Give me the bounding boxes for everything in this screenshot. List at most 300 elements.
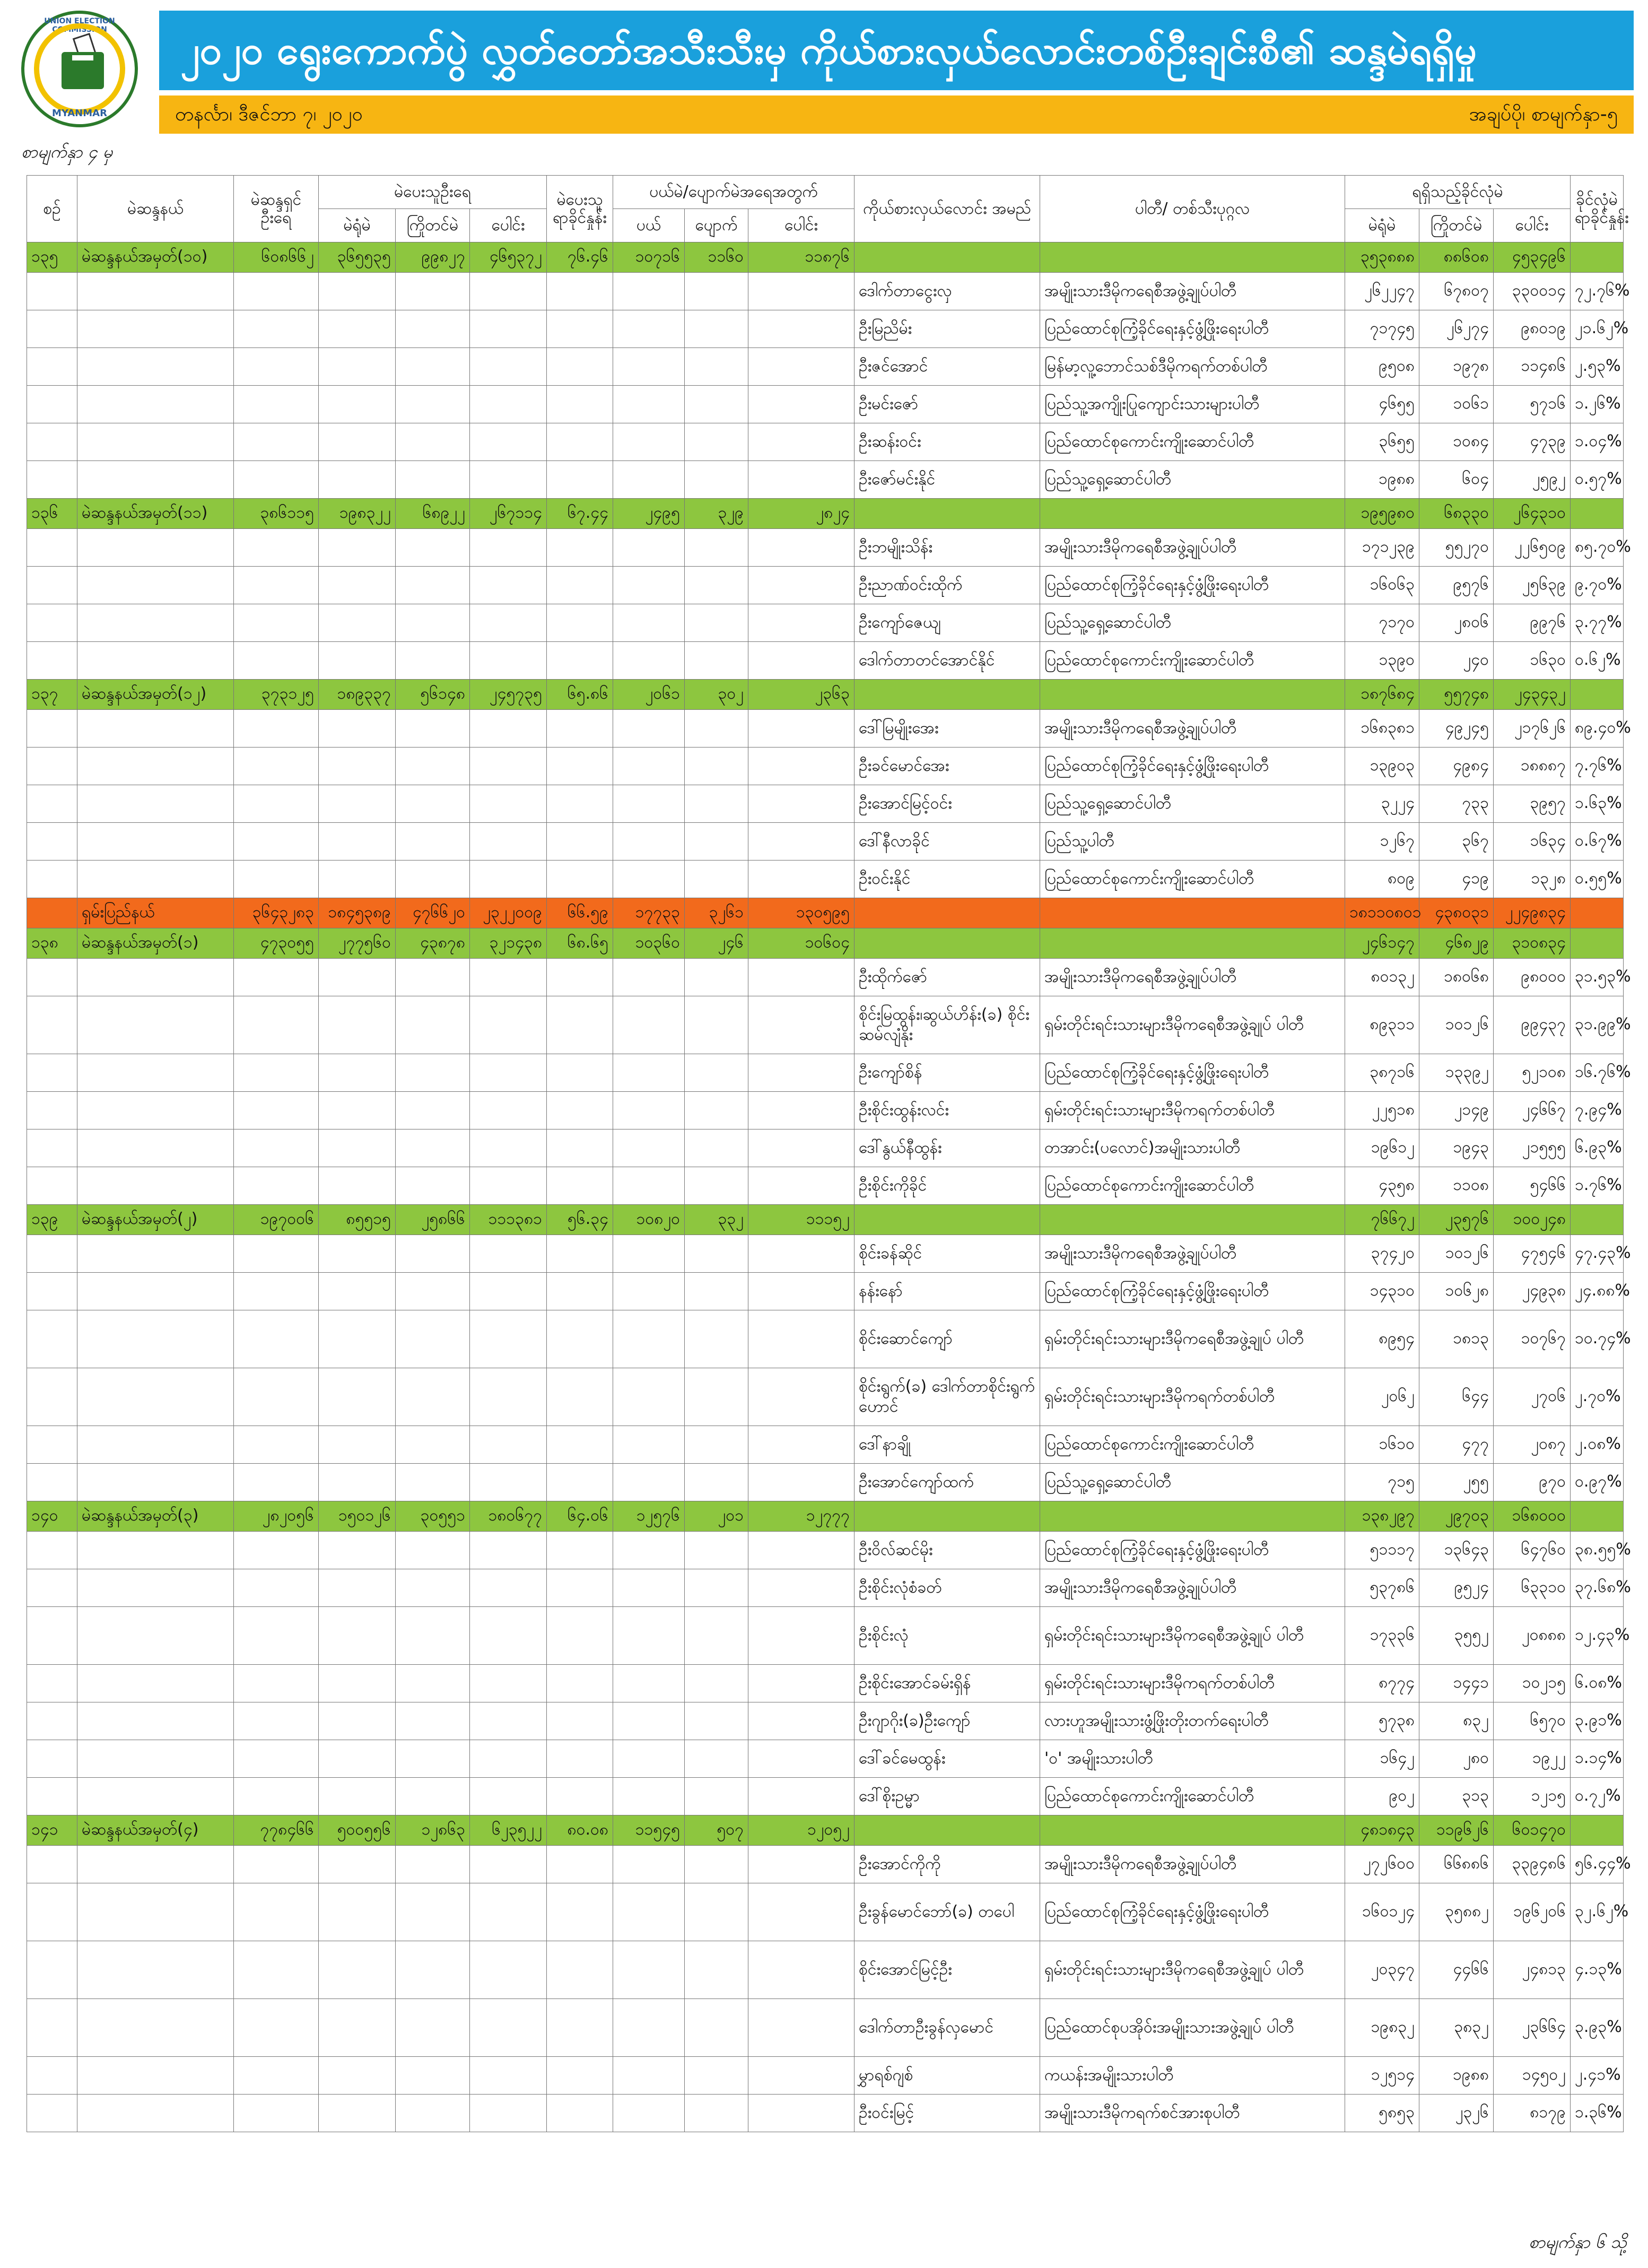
continued-from-label: စာမျက်နှာ ၄ မှ	[21, 142, 113, 162]
received-early: ၁၉၈၈	[1419, 2057, 1494, 2095]
party-name: ပြည်သူ့ပါတီ	[1040, 823, 1345, 861]
candidate-name: ဦးဝင်းနိုင်	[854, 861, 1040, 898]
col-missing: ပျောက်	[685, 209, 748, 242]
party-name: ပြည်ထောင်စုကြံ့ခိုင်ရေးနှင့်ဖွံ့ဖြိုးရေးပါတီ	[1040, 310, 1345, 348]
party-name: ရှမ်းတိုင်းရင်းသားများဒီမိုကရက်တစ်ပါတီ	[1040, 1665, 1345, 1702]
party-name: ပြည်ထောင်စုကောင်းကျိုးဆောင်ပါတီ	[1040, 642, 1345, 680]
total-votes: ၂၄၅၇၃၅	[470, 680, 547, 710]
candidate-row	[27, 423, 1624, 461]
empty-cell	[396, 1607, 470, 1665]
party-name: အမျိုးသားဒီမိုကရက်စင်အားစုပါတီ	[1040, 2095, 1345, 2132]
empty-cell	[396, 386, 470, 423]
empty-cell	[613, 604, 685, 642]
empty-cell	[1040, 680, 1345, 710]
candidate-row	[27, 1054, 1624, 1092]
empty-cell	[470, 959, 547, 996]
empty-cell	[234, 1273, 319, 1310]
empty-cell	[27, 1368, 77, 1426]
empty-cell	[396, 1092, 470, 1129]
valid-pct: ၂.၀၈%	[1571, 1426, 1624, 1464]
received-early: ၈၈၆၀၈	[1419, 242, 1494, 273]
empty-cell	[470, 2057, 547, 2095]
constituency-row	[27, 680, 1624, 710]
received-total: ၂၂၄၉၈၃၄	[1494, 898, 1571, 928]
candidate-name: ဦးဘမျိုးသိန်း	[854, 529, 1040, 567]
empty-cell	[27, 386, 77, 423]
received-total: ၃၃၉၄၈၆	[1494, 1846, 1571, 1883]
empty-cell	[319, 642, 396, 680]
received-advance: ၃၂၂၄	[1345, 785, 1419, 823]
empty-cell	[27, 1569, 77, 1607]
page-title: ၂၀၂၀ ရွေးကောက်ပွဲ လွှတ်တော်အသီးသီးမှ ကိုယ်စားလှယ်လောင်းတစ်ဦးချင်းစီ၏ ဆန္ဒမဲရရှိမှု	[159, 11, 1634, 90]
empty-cell	[613, 386, 685, 423]
received-total: ၂၄၈၁၃	[1494, 1941, 1571, 1999]
constituency-row	[27, 1205, 1624, 1235]
empty-cell	[748, 273, 854, 310]
empty-cell	[396, 823, 470, 861]
empty-cell	[77, 1569, 234, 1607]
received-total: ၂၂၆၅၀၉	[1494, 529, 1571, 567]
row-no: ၁၃၅	[27, 242, 77, 273]
empty-cell	[854, 680, 1040, 710]
empty-cell	[470, 567, 547, 604]
empty-cell	[396, 529, 470, 567]
empty-cell	[234, 567, 319, 604]
candidate-name: ဦးစိုင်းလုံ	[854, 1607, 1040, 1665]
empty-cell	[685, 1999, 748, 2057]
empty-cell	[547, 273, 613, 310]
candidate-row	[27, 710, 1624, 748]
candidate-row	[27, 959, 1624, 996]
candidate-row	[27, 1129, 1624, 1167]
empty-cell	[470, 1999, 547, 2057]
candidate-row	[27, 1702, 1624, 1740]
invalid-votes: ၁၁၅၄၅	[613, 1815, 685, 1846]
empty-cell	[470, 1883, 547, 1941]
empty-cell	[748, 1273, 854, 1310]
party-name: ပြည်ထောင်စုကောင်းကျိုးဆောင်ပါတီ	[1040, 1778, 1345, 1815]
empty-cell	[234, 1167, 319, 1205]
empty-cell	[27, 642, 77, 680]
received-early: ၁၀၁၂၆	[1419, 1235, 1494, 1273]
empty-cell	[234, 2057, 319, 2095]
valid-pct: ၃၂.၆၂%	[1571, 1883, 1624, 1941]
party-name: ပြည်ထောင်စုကြံ့ခိုင်ရေးနှင့်ဖွံ့ဖြိုးရေးပါတီ	[1040, 748, 1345, 785]
received-total: ၆၀၁၄၇၀	[1494, 1815, 1571, 1846]
party-name: ပြည်ထောင်စုကောင်းကျိုးဆောင်ပါတီ	[1040, 1167, 1345, 1205]
col-voted-group: မဲပေးသူဦးရေ	[319, 176, 547, 209]
col-valid-pct: ခိုင်လုံမဲ ရာခိုင်နှုန်း	[1571, 176, 1624, 242]
invalid-votes: ၁၀၇၁၆	[613, 242, 685, 273]
col-received-group: ရရှိသည့်ခိုင်လုံမဲ	[1345, 176, 1571, 209]
empty-cell	[547, 642, 613, 680]
empty-cell	[685, 861, 748, 898]
empty-cell	[613, 1092, 685, 1129]
empty-cell	[319, 823, 396, 861]
empty-cell	[748, 1569, 854, 1607]
empty-cell	[685, 748, 748, 785]
empty-cell	[547, 1883, 613, 1941]
empty-cell	[613, 529, 685, 567]
empty-cell	[748, 1846, 854, 1883]
empty-cell	[396, 642, 470, 680]
empty-cell	[613, 310, 685, 348]
candidate-row	[27, 785, 1624, 823]
empty-cell	[470, 1941, 547, 1999]
empty-cell	[470, 823, 547, 861]
total-votes: ၃၂၁၄၃၈	[470, 928, 547, 959]
empty-cell	[234, 1607, 319, 1665]
received-advance: ၁၇၃၃၆	[1345, 1607, 1419, 1665]
empty-cell	[547, 785, 613, 823]
empty-cell	[234, 310, 319, 348]
constituency-name: မဲဆန္ဒနယ်အမှတ်(၂)	[77, 1205, 234, 1235]
candidate-name: နန်းနော်	[854, 1273, 1040, 1310]
empty-cell	[685, 2095, 748, 2132]
received-total: ၉၉၇၆	[1494, 604, 1571, 642]
valid-pct: ၆.၉၃%	[1571, 1129, 1624, 1167]
empty-cell	[547, 748, 613, 785]
empty-cell	[319, 861, 396, 898]
empty-cell	[685, 461, 748, 499]
empty-cell	[77, 1426, 234, 1464]
empty-cell	[396, 567, 470, 604]
empty-cell	[547, 959, 613, 996]
voters-count: ၃၇၃၁၂၅	[234, 680, 319, 710]
received-early: ၁၀၈၄	[1419, 423, 1494, 461]
empty-cell	[748, 1941, 854, 1999]
party-name: အမျိုးသားဒီမိုကရေစီအဖွဲ့ချုပ်ပါတီ	[1040, 710, 1345, 748]
candidate-name: ဦးအောင်မြင့်ဝင်း	[854, 785, 1040, 823]
empty-cell	[396, 1464, 470, 1501]
received-advance: ၃၆၅၅	[1345, 423, 1419, 461]
party-name: ရှမ်းတိုင်းရင်းသားများဒီမိုကရေစီအဖွဲ့ချုပ် ပါတီ	[1040, 1941, 1345, 1999]
empty-cell	[234, 1846, 319, 1883]
voters-count: ၁၉၇၀၀၆	[234, 1205, 319, 1235]
empty-cell	[396, 710, 470, 748]
empty-cell	[547, 1665, 613, 1702]
empty-cell	[396, 959, 470, 996]
empty-cell	[470, 1778, 547, 1815]
candidate-row	[27, 1883, 1624, 1941]
empty-cell	[854, 898, 1040, 928]
received-advance: ၁၉၈၃၂	[1345, 1999, 1419, 2057]
empty-cell	[319, 310, 396, 348]
empty-cell	[319, 1426, 396, 1464]
empty-cell	[470, 1464, 547, 1501]
empty-cell	[748, 1778, 854, 1815]
empty-cell	[234, 1426, 319, 1464]
empty-cell	[613, 1464, 685, 1501]
candidate-name: ဒေါက်တာငွေးလှ	[854, 273, 1040, 310]
received-advance: ၈၀၁၃၂	[1345, 959, 1419, 996]
received-total: ၁၈၈၈၇	[1494, 748, 1571, 785]
advance-votes: ၁၅၀၁၂၆	[319, 1501, 396, 1532]
missing-votes: ၃၃၂	[685, 1205, 748, 1235]
received-advance: ၉၅၀၈	[1345, 348, 1419, 386]
empty-cell	[27, 1607, 77, 1665]
empty-cell	[319, 1999, 396, 2057]
empty-cell	[547, 861, 613, 898]
candidate-name: စိုင်းဆောင်ကျော်	[854, 1310, 1040, 1368]
constituency-row	[27, 499, 1624, 529]
received-advance: ၅၃၇၈၆	[1345, 1569, 1419, 1607]
candidate-name: ဦးဆန်းဝင်း	[854, 423, 1040, 461]
empty-cell	[748, 823, 854, 861]
empty-cell	[547, 1846, 613, 1883]
empty-cell	[613, 1569, 685, 1607]
empty-cell	[319, 273, 396, 310]
invalid-total: ၁၀၆၀၄	[748, 928, 854, 959]
empty-cell	[613, 1368, 685, 1426]
received-total: ၁၆၈၀၀၀	[1494, 1501, 1571, 1532]
empty-cell	[547, 1054, 613, 1092]
empty-cell	[613, 1846, 685, 1883]
empty-cell	[234, 861, 319, 898]
empty-cell	[547, 1167, 613, 1205]
empty-cell	[319, 423, 396, 461]
received-total: ၉၈၀၁၉	[1494, 310, 1571, 348]
candidate-name: စိုင်းရွက်(ခ) ဒေါက်တာစိုင်းရွက်ဟောင်	[854, 1368, 1040, 1426]
received-advance: ၇၁၇၄၅	[1345, 310, 1419, 348]
received-total: ၂၄၃၄၃၂	[1494, 680, 1571, 710]
candidate-row	[27, 1941, 1624, 1999]
empty-cell	[234, 1092, 319, 1129]
total-votes: ၁၈၀၆၇၇	[470, 1501, 547, 1532]
candidate-name: မွှာရစ်ဂျစ်	[854, 2057, 1040, 2095]
empty-cell	[27, 529, 77, 567]
empty-cell	[613, 1054, 685, 1092]
received-early: ၂၃၅၇၆	[1419, 1205, 1494, 1235]
empty-cell	[613, 861, 685, 898]
empty-cell	[396, 1426, 470, 1464]
region-total-row	[27, 898, 1624, 928]
total-votes: ၆၂၃၅၂၂	[470, 1815, 547, 1846]
empty-cell	[77, 529, 234, 567]
empty-cell	[27, 959, 77, 996]
empty-cell	[27, 748, 77, 785]
party-name: ပြည်သူ့ရှေ့ဆောင်ပါတီ	[1040, 461, 1345, 499]
empty-cell	[685, 2057, 748, 2095]
empty-cell	[396, 1941, 470, 1999]
valid-pct: ၅၆.၄၄%	[1571, 1846, 1624, 1883]
empty-cell	[27, 1665, 77, 1702]
empty-cell	[470, 529, 547, 567]
empty-cell	[234, 273, 319, 310]
valid-pct: ၁၆.၇၆%	[1571, 1054, 1624, 1092]
empty-cell	[547, 1310, 613, 1368]
empty-cell	[1571, 1501, 1624, 1532]
candidate-row	[27, 1569, 1624, 1607]
empty-cell	[77, 1999, 234, 2057]
empty-cell	[547, 1273, 613, 1310]
party-name: ကယန်းအမျိုးသားပါတီ	[1040, 2057, 1345, 2095]
candidate-row	[27, 1740, 1624, 1778]
empty-cell	[748, 710, 854, 748]
valid-pct: ၇.၉၄%	[1571, 1092, 1624, 1129]
empty-cell	[234, 1129, 319, 1167]
empty-cell	[234, 996, 319, 1054]
empty-cell	[27, 1740, 77, 1778]
empty-cell	[854, 242, 1040, 273]
candidate-row	[27, 642, 1624, 680]
empty-cell	[27, 423, 77, 461]
empty-cell	[396, 861, 470, 898]
empty-cell	[685, 423, 748, 461]
empty-cell	[470, 1569, 547, 1607]
empty-cell	[77, 959, 234, 996]
empty-cell	[613, 1740, 685, 1778]
valid-pct: ၁.၁၄%	[1571, 1740, 1624, 1778]
received-early: ၉၅၇၆	[1419, 567, 1494, 604]
received-early: ၁၉၇၈	[1419, 348, 1494, 386]
candidate-name: စိုင်းခန်ဆိုင်	[854, 1235, 1040, 1273]
early-votes: ၁၂၈၆၃	[396, 1815, 470, 1846]
invalid-total: ၁၃၀၅၉၅	[748, 898, 854, 928]
received-total: ၉၈၀၀၀	[1494, 959, 1571, 996]
valid-pct: ၆.၀၈%	[1571, 1665, 1624, 1702]
received-early: ၅၅၂၇၀	[1419, 529, 1494, 567]
empty-cell	[27, 996, 77, 1054]
candidate-name: ဦးဇော်မင်းနိုင်	[854, 461, 1040, 499]
candidate-name: ဦးဝိလ်ဆင်မိုး	[854, 1532, 1040, 1569]
empty-cell	[234, 1941, 319, 1999]
empty-cell	[613, 1129, 685, 1167]
candidate-name: ဦးစိုင်းကိုခိုင်	[854, 1167, 1040, 1205]
early-votes: ၉၉၈၂၇	[396, 242, 470, 273]
candidate-row	[27, 604, 1624, 642]
empty-cell	[77, 1310, 234, 1368]
candidate-name: ဦးစိုင်းလုံစံခတ်	[854, 1569, 1040, 1607]
empty-cell	[547, 604, 613, 642]
empty-cell	[470, 423, 547, 461]
empty-cell	[77, 1665, 234, 1702]
invalid-votes: ၁၇၇၃၃	[613, 898, 685, 928]
received-total: ၃၉၅၇	[1494, 785, 1571, 823]
empty-cell	[547, 348, 613, 386]
candidate-name: ဦးဇင်အောင်	[854, 348, 1040, 386]
empty-cell	[234, 959, 319, 996]
empty-cell	[748, 1092, 854, 1129]
empty-cell	[396, 423, 470, 461]
empty-cell	[319, 1740, 396, 1778]
date-bar	[159, 95, 1634, 134]
empty-cell	[613, 423, 685, 461]
empty-cell	[77, 710, 234, 748]
early-votes: ၃၀၅၅၁	[396, 1501, 470, 1532]
empty-cell	[319, 1665, 396, 1702]
empty-cell	[396, 310, 470, 348]
empty-cell	[319, 1235, 396, 1273]
empty-cell	[470, 996, 547, 1054]
empty-cell	[319, 529, 396, 567]
received-total: ၁၀၂၁၅	[1494, 1665, 1571, 1702]
empty-cell	[319, 348, 396, 386]
candidate-row	[27, 1092, 1624, 1129]
empty-cell	[319, 1464, 396, 1501]
col-no: စဉ်	[27, 176, 77, 242]
empty-cell	[77, 1607, 234, 1665]
received-early: ၅၅၇၄၈	[1419, 680, 1494, 710]
empty-cell	[77, 348, 234, 386]
received-early: ၁၀၆၁	[1419, 386, 1494, 423]
empty-cell	[396, 996, 470, 1054]
invalid-total: ၂၃၆၃	[748, 680, 854, 710]
empty-cell	[470, 1054, 547, 1092]
empty-cell	[470, 1273, 547, 1310]
empty-cell	[613, 461, 685, 499]
empty-cell	[77, 1368, 234, 1426]
advance-votes: ၁၈၉၃၃၇	[319, 680, 396, 710]
empty-cell	[77, 273, 234, 310]
empty-cell	[27, 1846, 77, 1883]
received-early: ၆၄၄	[1419, 1368, 1494, 1426]
received-total: ၂၆၄၃၁၀	[1494, 499, 1571, 529]
empty-cell	[685, 386, 748, 423]
empty-cell	[27, 823, 77, 861]
empty-cell	[470, 1665, 547, 1702]
empty-cell	[748, 785, 854, 823]
empty-cell	[748, 1883, 854, 1941]
empty-cell	[27, 1310, 77, 1368]
empty-cell	[396, 2057, 470, 2095]
empty-cell	[396, 1310, 470, 1368]
empty-cell	[685, 642, 748, 680]
col-received-total: ပေါင်း	[1494, 209, 1571, 242]
empty-cell	[319, 1778, 396, 1815]
empty-cell	[234, 1532, 319, 1569]
empty-cell	[685, 1665, 748, 1702]
empty-cell	[27, 785, 77, 823]
empty-cell	[234, 1310, 319, 1368]
empty-cell	[685, 823, 748, 861]
empty-cell	[77, 748, 234, 785]
empty-cell	[748, 1368, 854, 1426]
empty-cell	[685, 567, 748, 604]
valid-pct: ၀.၇၂%	[1571, 1778, 1624, 1815]
valid-pct: ၁.၆၃%	[1571, 785, 1624, 823]
empty-cell	[613, 1941, 685, 1999]
empty-cell	[470, 310, 547, 348]
empty-cell	[748, 1740, 854, 1778]
missing-votes: ၂၄၆	[685, 928, 748, 959]
col-early: ကြိုတင်မဲ	[396, 209, 470, 242]
empty-cell	[319, 567, 396, 604]
empty-cell	[77, 1941, 234, 1999]
empty-cell	[748, 604, 854, 642]
empty-cell	[748, 310, 854, 348]
valid-pct: ၂.၅၃%	[1571, 348, 1624, 386]
empty-cell	[1571, 898, 1624, 928]
empty-cell	[396, 1999, 470, 2057]
received-advance: ၉၀၂	[1345, 1778, 1419, 1815]
empty-cell	[27, 461, 77, 499]
empty-cell	[77, 1464, 234, 1501]
empty-cell	[396, 1167, 470, 1205]
empty-cell	[685, 1740, 748, 1778]
empty-cell	[77, 1702, 234, 1740]
empty-cell	[1571, 242, 1624, 273]
empty-cell	[27, 1235, 77, 1273]
missing-votes: ၅၀၇	[685, 1815, 748, 1846]
received-early: ၁၀၆၂၈	[1419, 1273, 1494, 1310]
invalid-total: ၁၂၇၇၇	[748, 1501, 854, 1532]
empty-cell	[613, 1999, 685, 2057]
received-advance: ၂၇၂၆၀၀	[1345, 1846, 1419, 1883]
empty-cell	[27, 1054, 77, 1092]
empty-cell	[547, 1532, 613, 1569]
empty-cell	[234, 423, 319, 461]
